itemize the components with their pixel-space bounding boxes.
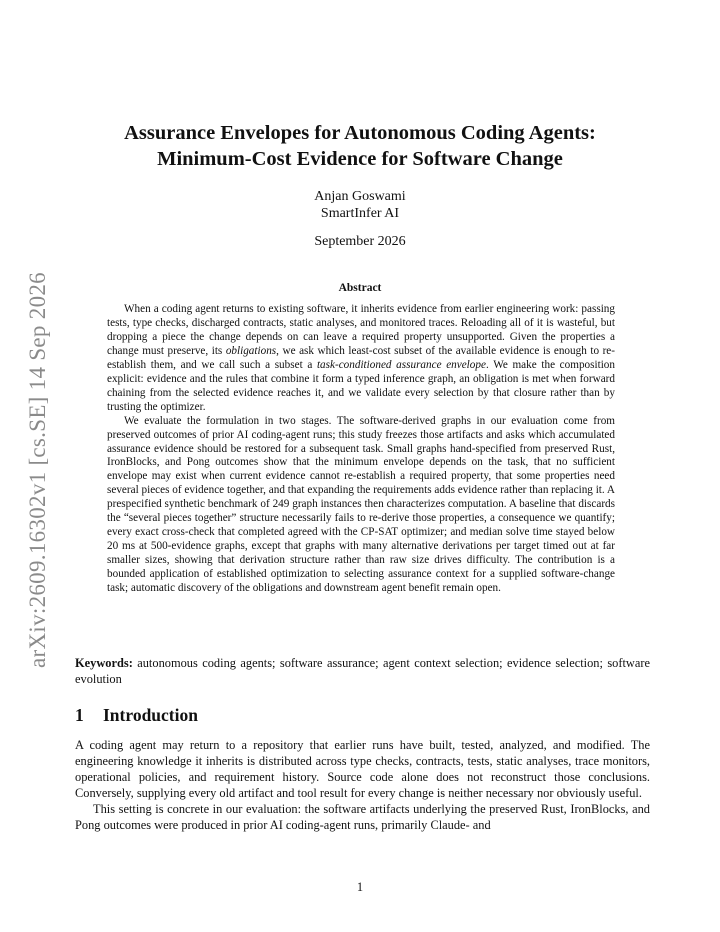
keywords-text: autonomous coding agents; software assurance; agent context selection; evidence selection; software evolution — [75, 656, 650, 686]
author-name: Anjan Goswami — [314, 189, 406, 204]
paper-title — [80, 120, 640, 172]
intro-paragraph-1: A coding agent may return to a repository that earlier runs have built, tested, analyzed, and modified. The engineering knowledge it inherits is distributed across type checks, contracts, tests, static analyses, trace monitors, operational policies, and requirement history. Source code alone does not reconstruct those conclusions. Conversely, supplying every old artifact and tool result for every change is neither necessary nor obviously useful. — [75, 738, 650, 801]
title-line-2: Minimum-Cost Evidence for Software Change — [157, 148, 563, 170]
intro-paragraph-2: This setting is concrete in our evaluation: the software artifacts underlying the preserved Rust, IronBlocks, and Pong outcomes were produced in prior AI coding-agent runs, primarily Claude- and — [75, 802, 650, 833]
term-obligations: obligations — [225, 344, 277, 357]
section-heading-introduction — [75, 705, 198, 726]
introduction-body — [75, 737, 650, 834]
term-assurance-envelope: task-conditioned assurance envelope — [316, 358, 486, 371]
abstract-paragraph-2: We evaluate the formulation in two stages. The software-derived graphs in our evaluation come from preserved outcomes of prior AI coding-agent runs; this study freezes those artifacts and asks which accumulated assurance evidence should be restored for a subsequent task. Small graphs hand-specified from preserved Rust, IronBlocks, and Pong outcomes show that the minimum envelope depends on the task, that no sufficient envelope may exist when current evidence cannot re-establish a required property, that some properties need several pieces of evidence together, and that expanding the requirements adds evidence rather than replacing it. A prespecified synthetic benchmark of 249 graph instances then characterizes computation. A baseline that discards the “several pieces together” structure necessarily fails to re-derive those properties, a consequence we quantify; every exact cross-check that completed agreed with the CP-SAT optimizer; and median solve time stayed below 20 ms at 500-evidence graphs, except that graphs with many alternative derivations per target timed out at far smaller sizes, showing that derivation structure rather than raw size drives difficulty. The contribution is a bounded application of established optimization to selecting assurance context for a supplied software-change task; automatic discovery of the obligations and downstream agent benefit remain open. — [107, 414, 615, 595]
section-number: 1 — [75, 705, 84, 725]
abstract-heading: Abstract — [338, 282, 382, 294]
abstract-body — [107, 303, 615, 596]
arxiv-identifier: arXiv:2609.16302v1 [cs.SE] 14 Sep 2026 — [25, 272, 50, 668]
keywords-label: Keywords: — [75, 656, 133, 670]
paper-date: September 2026 — [314, 234, 406, 249]
author-affiliation: SmartInfer AI — [320, 206, 400, 221]
section-title: Introduction — [103, 705, 198, 725]
arxiv-sidebar — [23, 260, 53, 680]
abstract-paragraph-1: When a coding agent returns to existing software, it inherits evidence from earlier engineering work: passing tests, type checks, discharged contracts, static analyses, and monitored traces. Reloading all of it is wasteful, but dropping a piece the change depends on can leave a required property unsupported. Given the properties a change must preserve, its obligations, we ask which least-cost subset of the available evidence is enough to re-establish them, and we call such a subset a task-conditioned assurance envelope. We make the composition explicit: evidence and the rules that combine it form a typed inference graph, an obligation is met when forward chaining from the selected evidence reaches it, and we validate every selection by that closure rather than by trusting the optimizer. — [107, 303, 615, 413]
title-line-1: Assurance Envelopes for Autonomous Coding Agents: — [124, 122, 596, 144]
page-number: 1 — [356, 880, 364, 894]
keywords — [75, 655, 650, 687]
